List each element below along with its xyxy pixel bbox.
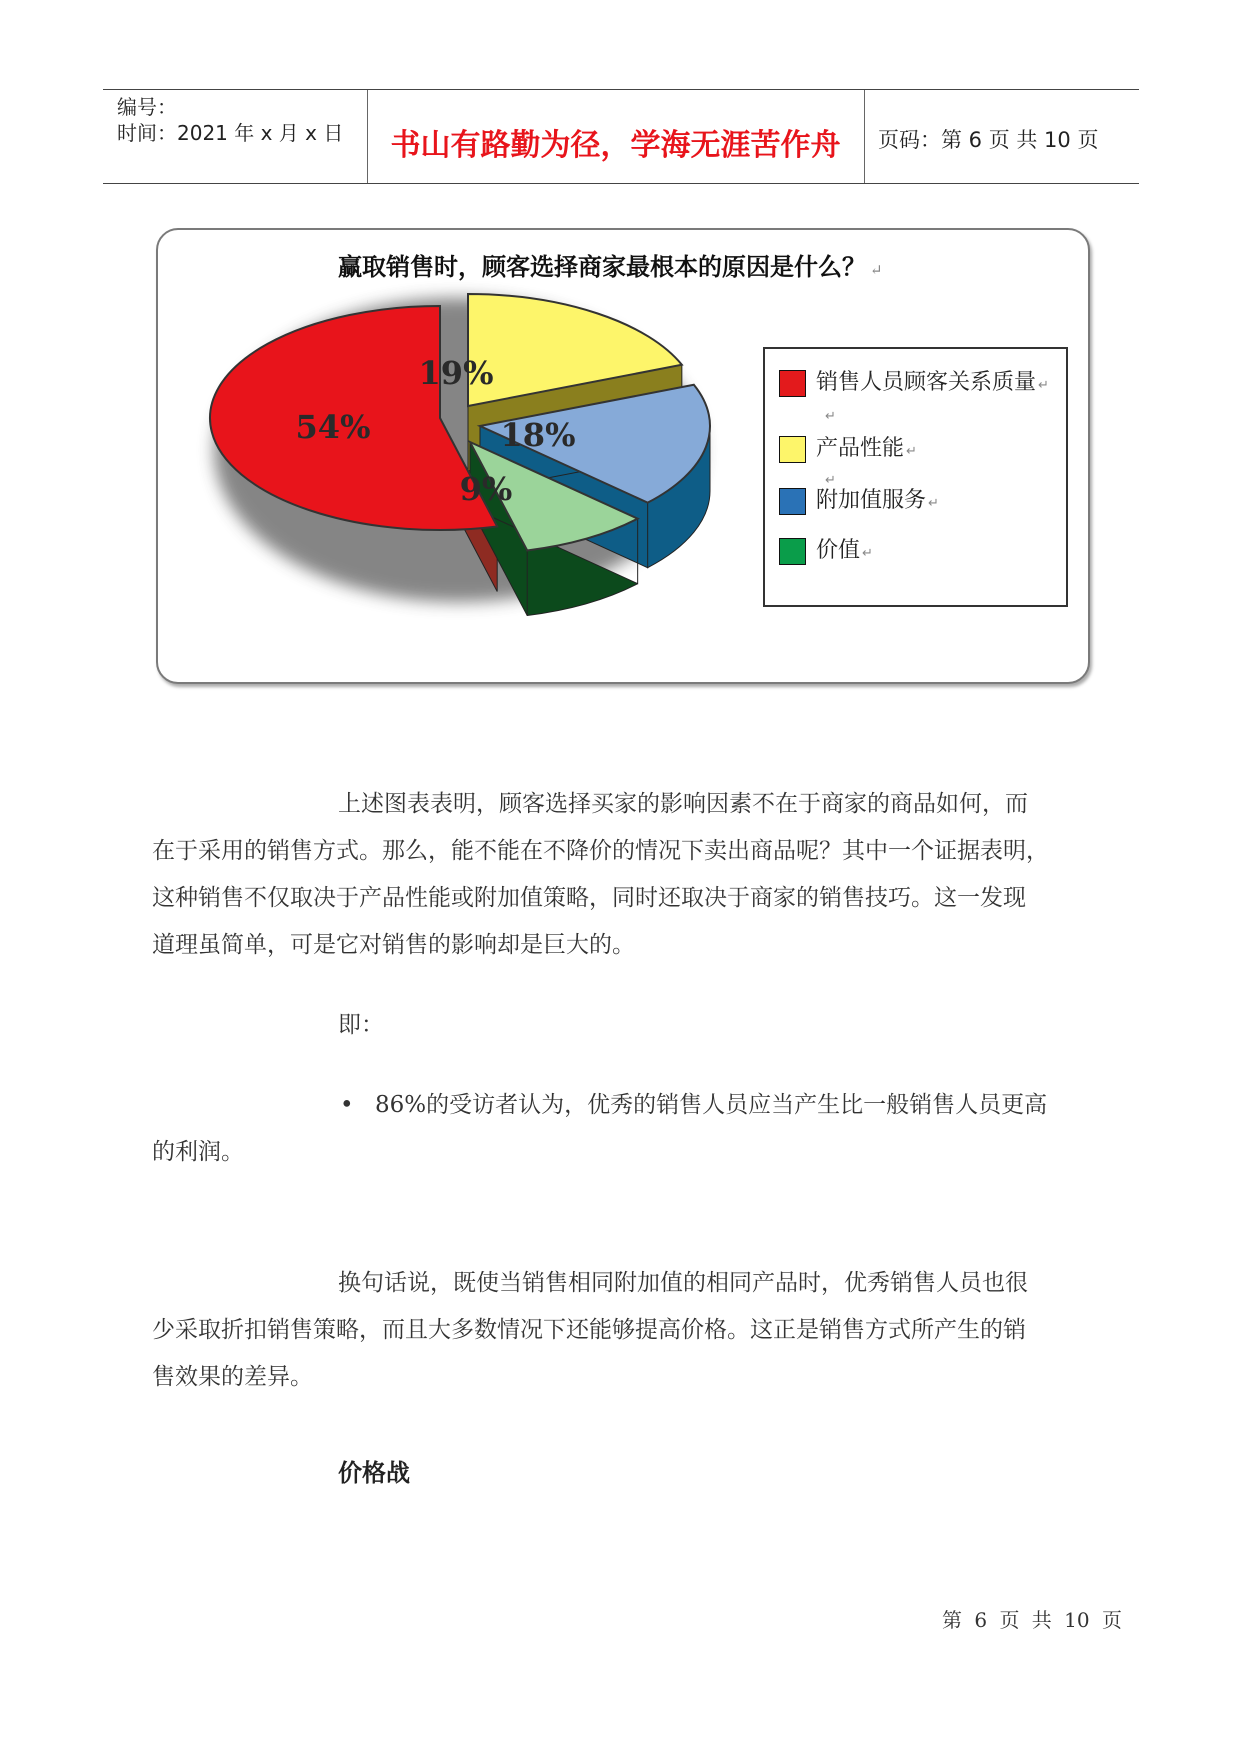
para1-line1: 上述图表表明，顾客选择买家的影响因素不在于商家的商品如何，而: [338, 791, 1028, 817]
para2-line1: 换句话说，既使当销售相同附加值的相同产品时，优秀销售人员也很: [338, 1270, 1028, 1296]
legend-item-value-added: 附加值服务 ↵: [779, 487, 939, 515]
time-label: 时间：2021 年 x 月 x 日: [117, 121, 344, 145]
bullet-line2: 的利润。: [152, 1139, 244, 1165]
para2-line2: 少采取折扣销售策略，而且大多数情况下还能够提高价格。这正是销售方式所产生的销: [152, 1317, 1026, 1343]
header-left-cell: [103, 90, 368, 183]
slice-label-relationship: 54%: [295, 408, 371, 446]
legend-item-relationship: 销售人员顾客关系质量 ↵: [779, 369, 1049, 397]
header-center-cell: [367, 90, 865, 183]
slice-label-value-added: 18%: [500, 416, 576, 454]
header-table: [103, 89, 1139, 184]
header-right-cell: [864, 90, 1139, 183]
legend-swatch-green: [779, 538, 806, 565]
chart-frame: [156, 228, 1090, 684]
page-footer: 第 6 页 共 10 页: [942, 1608, 1122, 1632]
para2-line3: 售效果的差异。: [152, 1364, 313, 1390]
legend-item-performance: 产品性能 ↵: [779, 435, 917, 463]
chart-legend: 销售人员顾客关系质量 ↵ ↵ 产品性能 ↵ ↵ 附加值服务 ↵ 价值 ↵: [763, 347, 1068, 607]
number-label: 编号：: [117, 95, 177, 119]
para1-line3: 这种销售不仅取决于产品性能或附加值策略，同时还取决于商家的销售技巧。这一发现: [152, 885, 1026, 911]
section-heading: 价格战: [338, 1459, 410, 1487]
bullet-line1: 86%的受访者认为，优秀的销售人员应当产生比一般销售人员更高: [375, 1092, 1048, 1118]
legend-swatch-blue: [779, 488, 806, 515]
para1-line2: 在于采用的销售方式。那么，能不能在不降价的情况下卖出商品呢？其中一个证据表明，: [152, 838, 1049, 864]
slice-label-performance: 19%: [418, 354, 494, 392]
ji-label: 即：: [338, 1012, 384, 1038]
para1-line4: 道理虽简单，可是它对销售的影响却是巨大的。: [152, 932, 635, 958]
bullet-dot: •: [340, 1092, 354, 1118]
page-code: 页码：第 6 页 共 10 页: [878, 128, 1099, 152]
chart-title: 赢取销售时，顾客选择商家最根本的原因是什么？ ↵: [338, 252, 883, 281]
legend-swatch-red: [779, 370, 806, 397]
motto: 书山有路勤为径，学海无涯苦作舟: [390, 128, 841, 163]
legend-item-value: 价值 ↵: [779, 537, 873, 565]
slice-label-value: 9%: [459, 470, 513, 508]
legend-swatch-yellow: [779, 436, 806, 463]
